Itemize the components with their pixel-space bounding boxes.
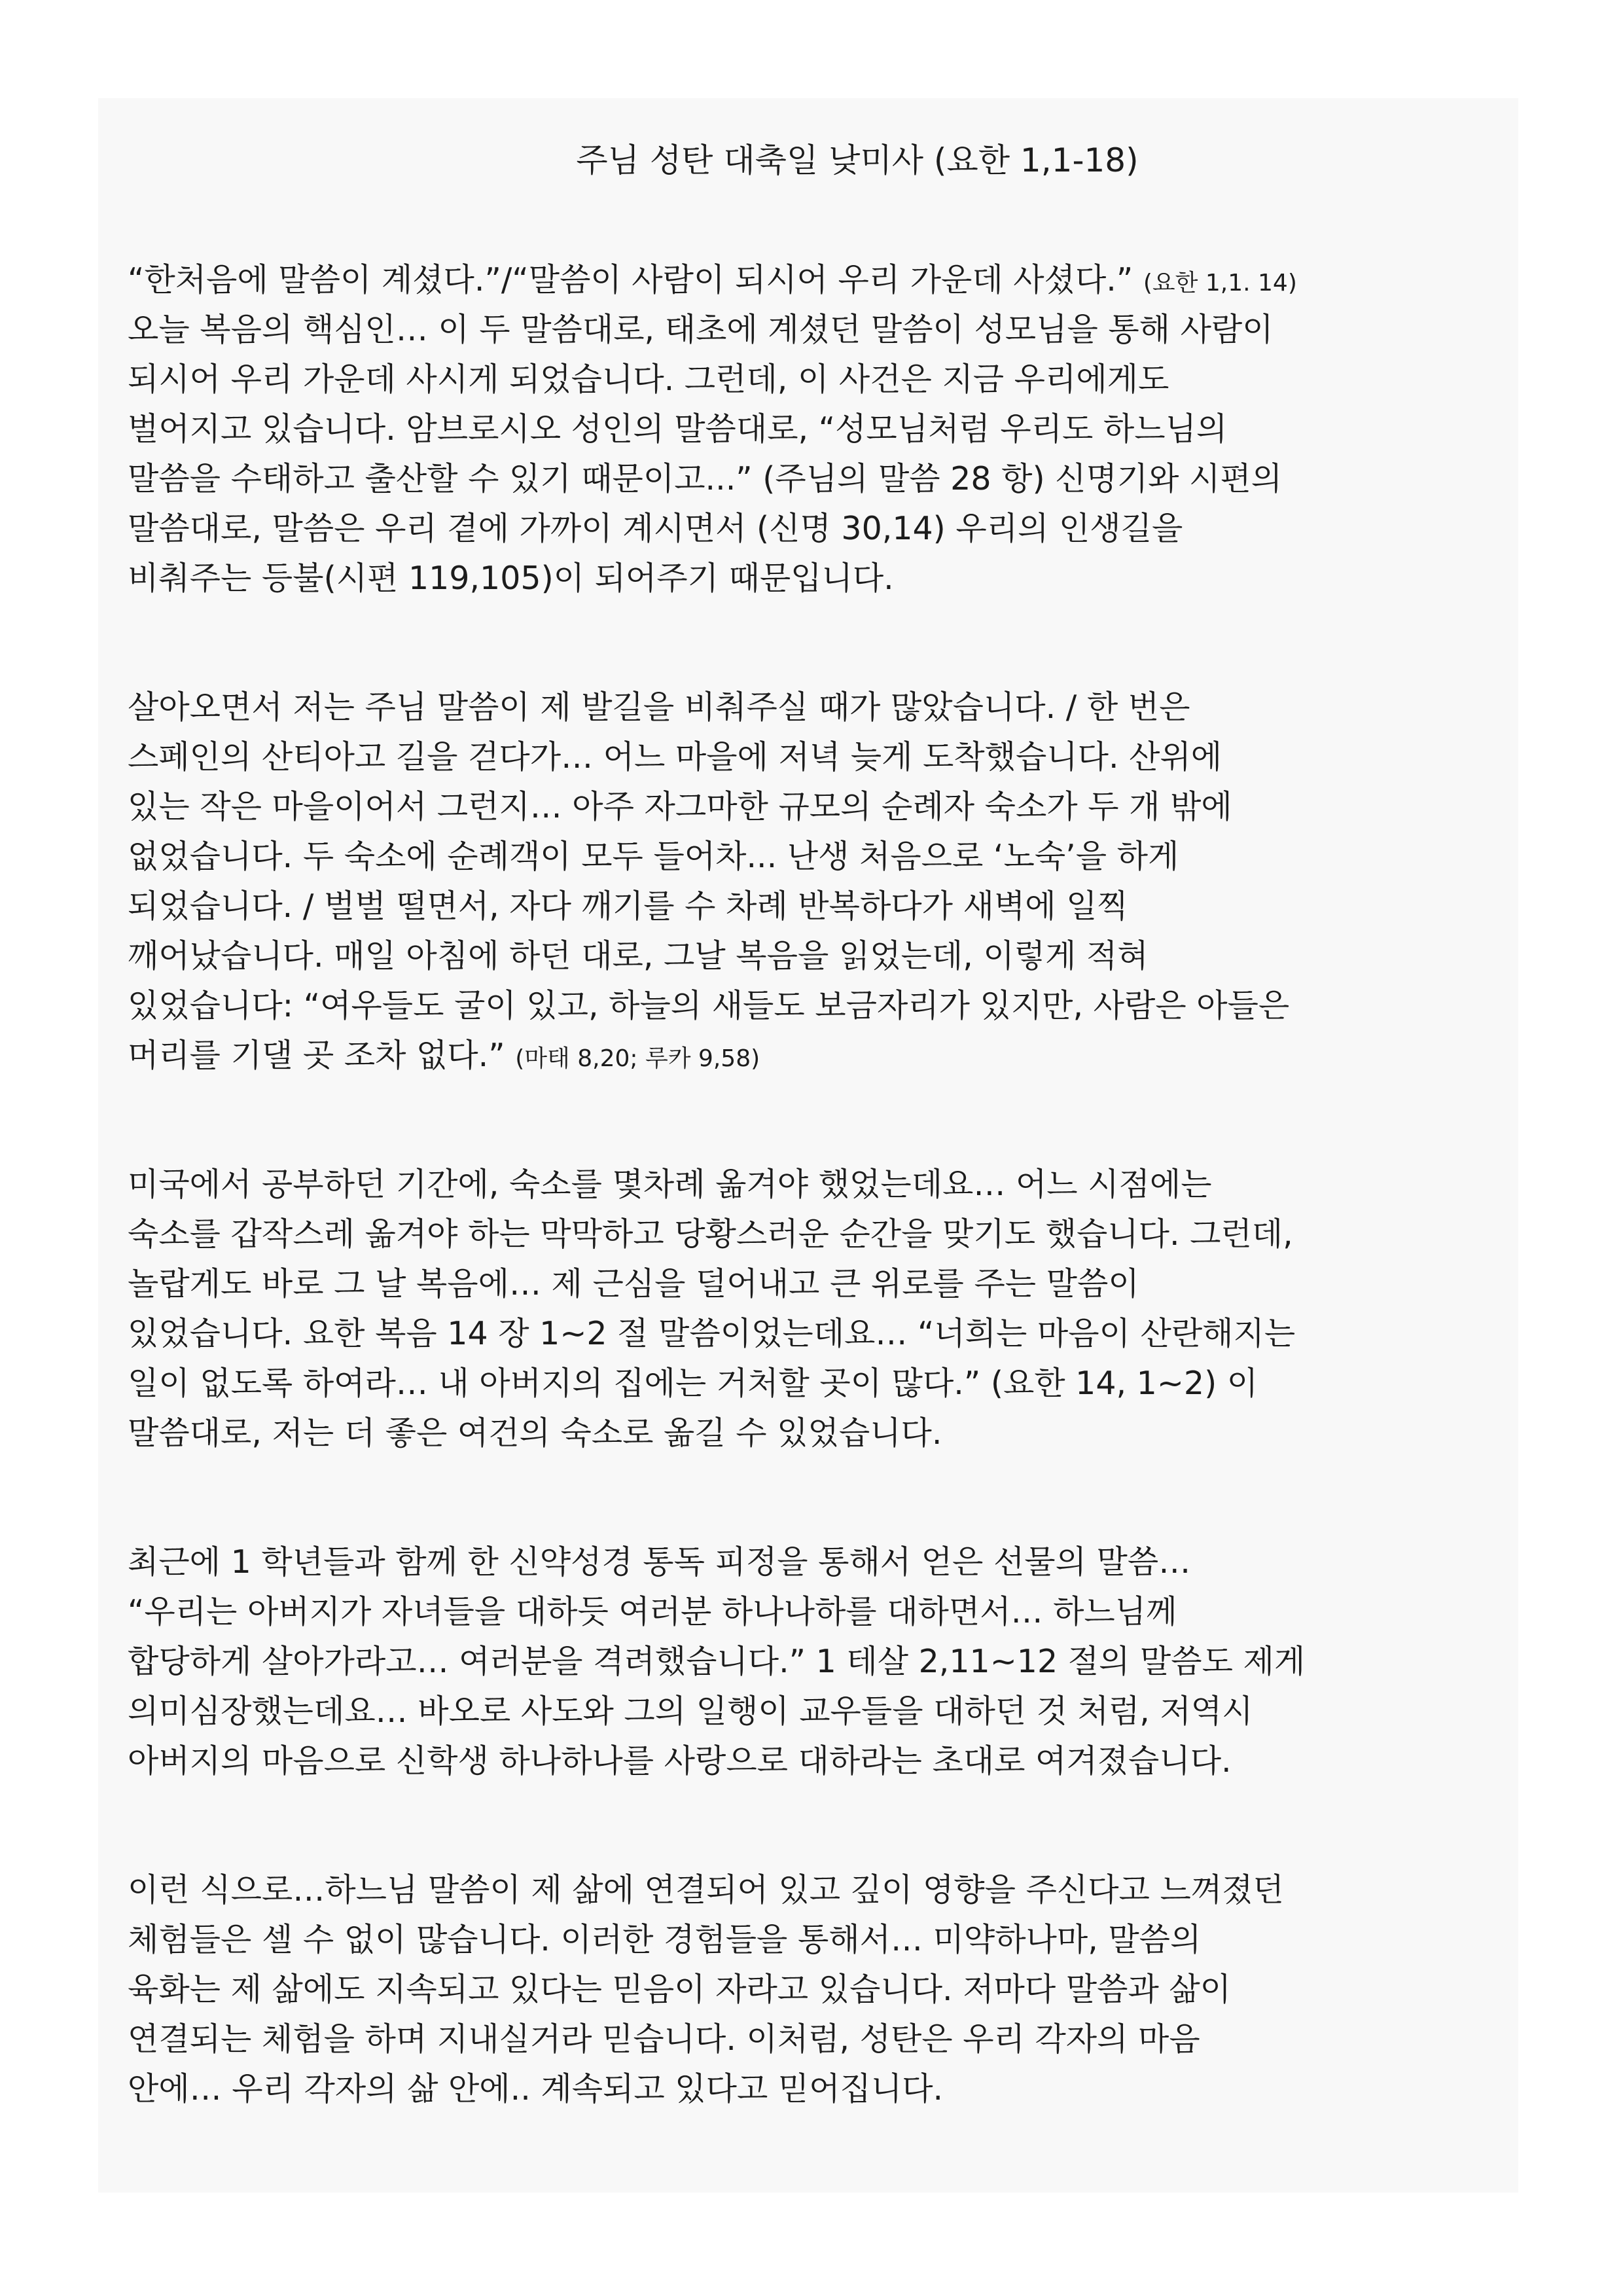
line-text: 말씀대로, 저는 더 좋은 여건의 숙소로 옮길 수 있었습니다. [128, 1414, 942, 1452]
line-text: 안에… 우리 각자의 삶 안에.. 계속되고 있다고 믿어집니다. [128, 2070, 944, 2108]
line-text: 일이 없도록 하여라… 내 아버지의 집에는 거처할 곳이 많다.” (요한 14, 1~2) 이 [128, 1365, 1258, 1402]
text-line [128, 1259, 1515, 1309]
paragraph [128, 255, 1515, 603]
line-text: 말씀대로, 말씀은 우리 곁에 가까이 계시면서 (신명 30,14) 우리의 인생길을 [128, 510, 1183, 547]
line-text: 놀랍게도 바로 그 날 복음에… 제 근심을 덜어내고 큰 위로를 주는 말씀이 [128, 1265, 1139, 1302]
text-line [128, 454, 1515, 504]
text-line [128, 1865, 1515, 1915]
scripture-reference: (요한 1,1. 14) [1143, 270, 1297, 296]
line-text: 육화는 제 삶에도 지속되고 있다는 믿음이 자라고 있습니다. 저마다 말씀과 삶이 [128, 1971, 1232, 2008]
line-text: 말씀을 수태하고 출산할 수 있기 때문이고...” (주님의 말씀 28 항) 신명기와 시편의 [128, 460, 1283, 497]
text-line [128, 882, 1515, 931]
text-line [128, 732, 1515, 782]
text-line [128, 1309, 1515, 1359]
text-line [128, 355, 1515, 404]
text-line [128, 2015, 1515, 2064]
line-text: 숙소를 갑작스레 옮겨야 하는 막막하고 당황스러운 순간을 맞기도 했습니다. 그런데, [128, 1215, 1293, 1253]
line-text: 아버지의 마음으로 신학생 하나하나를 사랑으로 대하라는 초대로 여겨졌습니다. [128, 1742, 1232, 1780]
line-text: 있었습니다. 요한 복음 14 장 1~2 절 말씀이었는데요… “너희는 마음이 산란해지는 [128, 1315, 1296, 1352]
page-title: 주님 성탄 대축일 낮미사 (요한 1,1-18) [576, 141, 1139, 179]
text-line [128, 1359, 1515, 1408]
text-line [128, 255, 1515, 305]
text-line [128, 931, 1515, 981]
text-line [128, 554, 1515, 603]
text-line [128, 2064, 1515, 2114]
text-line [128, 1736, 1515, 1786]
paragraph [128, 683, 1515, 1081]
text-line [128, 981, 1515, 1031]
line-text: 체험들은 셀 수 없이 많습니다. 이러한 경험들을 통해서… 미약하나마, 말씀의 [128, 1921, 1202, 1958]
line-text: 살아오면서 저는 주님 말씀이 제 발길을 비춰주실 때가 많았습니다. / 한 번은 [128, 689, 1190, 726]
paragraph [128, 1160, 1515, 1458]
line-text: 벌어지고 있습니다. 암브로시오 성인의 말씀대로, “성모님처럼 우리도 하느님의 [128, 410, 1228, 448]
line-text: 있었습니다: “여우들도 굴이 있고, 하늘의 새들도 보금자리가 있지만, 사람은 아들은 [128, 987, 1290, 1024]
text-line [128, 1031, 1515, 1081]
scripture-reference: (마태 8,20; 루카 9,58) [515, 1045, 760, 1072]
line-text: “한처음에 말씀이 계셨다.”/“말씀이 사람이 되시어 우리 가운데 사셨다.” [128, 261, 1143, 298]
text-line [128, 683, 1515, 732]
line-text: 없었습니다. 두 숙소에 순례객이 모두 들어차... 난생 처음으로 ‘노숙’을 하게 [128, 838, 1179, 875]
line-text: 있는 작은 마을이어서 그런지… 아주 자그마한 규모의 순례자 숙소가 두 개 밖에 [128, 788, 1232, 825]
line-text: 최근에 1 학년들과 함께 한 신약성경 통독 피정을 통해서 얻은 선물의 말씀… [128, 1543, 1191, 1581]
line-text: 미국에서 공부하던 기간에, 숙소를 몇차례 옮겨야 했었는데요… 어느 시점에는 [128, 1166, 1212, 1203]
text-line [128, 782, 1515, 832]
text-line [128, 1160, 1515, 1210]
line-text: 합당하게 살아가라고… 여러분을 격려했습니다.” 1 테살 2,11~12 절의 말씀도 제게 [128, 1643, 1306, 1680]
line-text: 머리를 기댈 곳 조차 없다.” [128, 1037, 516, 1074]
text-line [128, 1587, 1515, 1637]
line-text: 비춰주는 등불(시편 119,105)이 되어주기 때문입니다. [128, 560, 894, 597]
line-text: 연결되는 체험을 하며 지내실거라 믿습니다. 이처럼, 성탄은 우리 각자의 마음 [128, 2020, 1200, 2058]
line-text: 되었습니다. / 벌벌 떨면서, 자다 깨기를 수 차례 반복하다가 새벽에 일찍 [128, 888, 1128, 925]
paragraph [128, 1537, 1515, 1786]
text-line [128, 832, 1515, 882]
text-line [128, 1210, 1515, 1259]
text-line [128, 305, 1515, 355]
text-line [128, 1915, 1515, 1965]
line-text: 되시어 우리 가운데 사시게 되었습니다. 그런데, 이 사건은 지금 우리에게도 [128, 361, 1169, 398]
line-text: 스페인의 산티아고 길을 걷다가… 어느 마을에 저녁 늦게 도착했습니다. 산위에 [128, 738, 1222, 776]
line-text: 오늘 복음의 핵심인… 이 두 말씀대로, 태초에 계셨던 말씀이 성모님을 통해 사람이 [128, 311, 1274, 348]
line-text: 의미심장했는데요… 바오로 사도와 그의 일행이 교우들을 대하던 것 처럼, 저역시 [128, 1693, 1253, 1730]
line-text: “우리는 아버지가 자녀들을 대하듯 여러분 하나나하를 대하면서… 하느님께 [128, 1593, 1177, 1630]
text-line [128, 1537, 1515, 1587]
line-text: 깨어났습니다. 매일 아침에 하던 대로, 그날 복음을 읽었는데, 이렇게 적혀 [128, 937, 1149, 975]
text-line [128, 1637, 1515, 1687]
text-line [128, 1687, 1515, 1736]
homily-document [128, 134, 1515, 2193]
text-line [128, 1965, 1515, 2015]
paragraph [128, 1865, 1515, 2114]
text-line [128, 1408, 1515, 1458]
text-line [128, 504, 1515, 554]
text-line [128, 404, 1515, 454]
document-body [128, 255, 1515, 2114]
line-text: 이런 식으로…하느님 말씀이 제 삶에 연결되어 있고 깊이 영향을 주신다고 느껴졌던 [128, 1871, 1284, 1909]
